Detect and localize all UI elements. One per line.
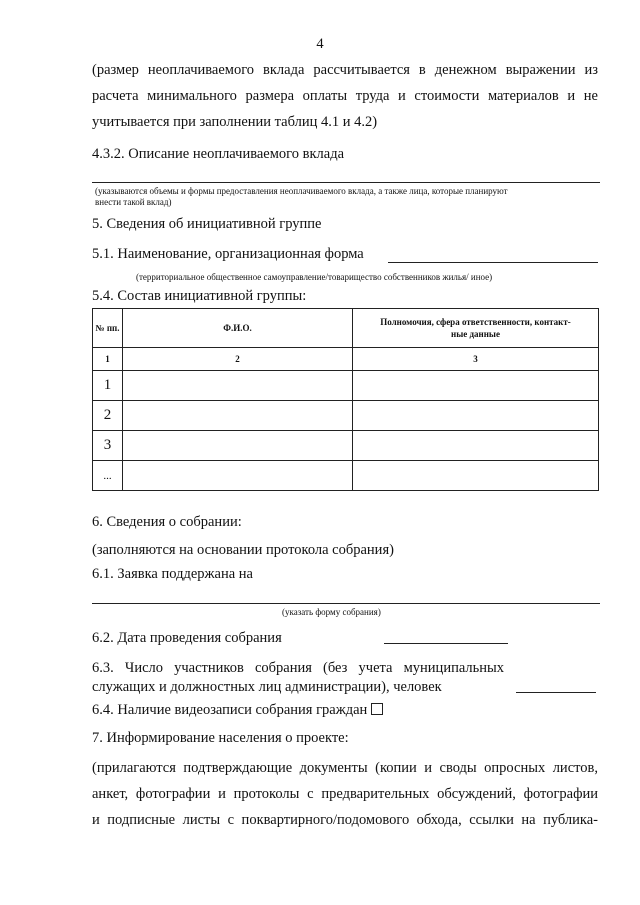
hint-4-3-2-line-2: внести такой вклад) — [95, 197, 172, 207]
section-6-3-line-1: 6.3. Число участников собрания (без учета муниципальных — [92, 660, 504, 676]
section-7: 7. Информирование населения о проекте: — [92, 730, 349, 746]
section-6-2: 6.2. Дата проведения собрания — [92, 630, 282, 646]
name-cell[interactable] — [123, 431, 353, 461]
row-number: ... — [93, 461, 123, 491]
responsibilities-cell[interactable] — [353, 431, 599, 461]
section-6-1: 6.1. Заявка поддержана на — [92, 566, 253, 582]
header-name: Ф.И.О. — [123, 309, 353, 348]
members-table — [92, 308, 599, 491]
field-line-6-3[interactable] — [516, 692, 596, 693]
numbering-cell: 2 — [123, 348, 353, 371]
table-header-row — [93, 309, 599, 348]
responsibilities-cell[interactable] — [353, 461, 599, 491]
numbering-cell: 1 — [93, 348, 123, 371]
section-6-3-line-2: служащих и должностных лиц администрации), человек — [92, 679, 442, 695]
header-number: № пп. — [93, 309, 123, 348]
video-record-checkbox[interactable] — [371, 703, 383, 715]
hint-5-1: (территориальное общественное самоуправление/товарищество собственников жилья/ иное) — [136, 272, 493, 282]
table-row — [93, 431, 599, 461]
section-7-note-line-1: (прилагаются подтверждающие документы (копии и своды опросных листов, — [92, 760, 598, 776]
name-cell[interactable] — [123, 461, 353, 491]
section-5: 5. Сведения об инициативной группе — [92, 216, 322, 232]
table-row — [93, 401, 599, 431]
name-cell[interactable] — [123, 401, 353, 431]
page-number: 4 — [316, 36, 324, 52]
responsibilities-cell[interactable] — [353, 371, 599, 401]
hint-4-3-2-line-1: (указываются объемы и формы предоставления неоплачиваемого вклада, а также лица, которые планируют — [95, 186, 508, 196]
field-line-6-1[interactable] — [92, 603, 600, 604]
section-6-4 — [92, 702, 383, 719]
table-row — [93, 461, 599, 491]
table-row — [93, 371, 599, 401]
header-responsibilities: Полномочия, сфера ответственности, контакт-ные данные — [353, 309, 599, 348]
table-numbering-row — [93, 348, 599, 371]
section-4-3-2: 4.3.2. Описание неоплачиваемого вклада — [92, 146, 345, 162]
note-line-3: учитывается при заполнении таблиц 4.1 и 4.2) — [92, 114, 378, 130]
row-number: 2 — [93, 401, 123, 431]
section-6: 6. Сведения о собрании: — [92, 514, 242, 530]
responsibilities-cell[interactable] — [353, 401, 599, 431]
note-line-1: (размер неоплачиваемого вклада рассчитывается в денежном выражении из — [92, 62, 598, 78]
section-6-4-label: 6.4. Наличие видеозаписи собрания граждан — [92, 702, 368, 718]
field-line-5-1[interactable] — [388, 262, 598, 263]
section-5-4: 5.4. Состав инициативной группы: — [92, 288, 307, 304]
section-7-note-line-2: анкет, фотографии и протоколы с предварительных обсуждений, фотографии — [92, 786, 598, 802]
note-line-2: расчета минимального размера оплаты труда и стоимости материалов и не — [92, 88, 598, 104]
field-line-4-3-2[interactable] — [92, 182, 600, 183]
row-number: 1 — [93, 371, 123, 401]
name-cell[interactable] — [123, 371, 353, 401]
field-line-6-2[interactable] — [384, 643, 508, 644]
hint-6-1: (указать форму собрания) — [282, 607, 381, 617]
section-7-note-line-3: и подписные листы с поквартирного/подомового обхода, ссылки на публика- — [92, 812, 598, 828]
numbering-cell: 3 — [353, 348, 599, 371]
row-number: 3 — [93, 431, 123, 461]
section-5-1: 5.1. Наименование, организационная форма — [92, 246, 364, 262]
section-6-note: (заполняются на основании протокола собрания) — [92, 542, 394, 558]
